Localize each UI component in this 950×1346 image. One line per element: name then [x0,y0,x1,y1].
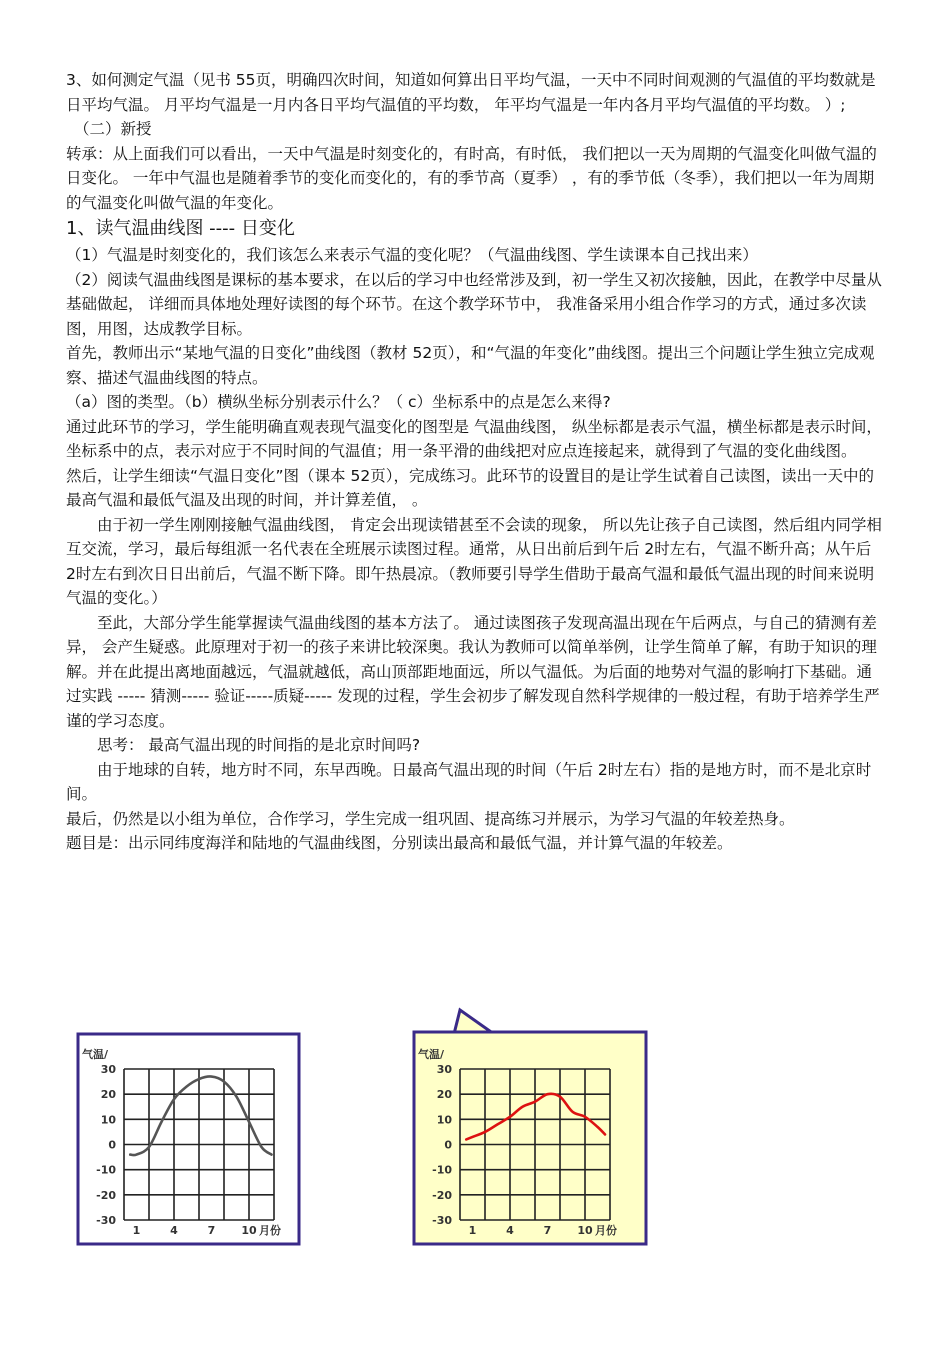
y-axis-label-1: 气温/ [82,1048,109,1061]
paragraph-first-time: 由于初一学生刚刚接触气温曲线图， 肯定会出现读错甚至不会读的现象， 所以先让孩子自己读图，然后组内同学相互交流，学习，最后每组派一名代表在全班展示读图过程。通常，从日出前后到午后 2时左右，气温不断升高；从午后 2时左右到次日日出前后，气温不断下降。即午热晨凉。（教师要引导学生借助于最高气温和最低气温出现的时间来说明气温的变化。） [66,515,882,607]
section-new-lesson: （二）新授 [74,120,152,138]
y-tick-label: 0 [108,1138,116,1152]
paragraph-point-1: （1）气温是时刻变化的，我们该怎么来表示气温的变化呢？（气温曲线图、学生读课本自己找出来） [66,246,758,264]
y-tick-label: 0 [444,1138,452,1152]
y-tick-label: -20 [96,1188,116,1202]
temperature-chart-ocean [412,1006,652,1250]
document-body [66,68,886,856]
y-tick-label: 30 [100,1063,116,1076]
paragraph-questions: （a）图的类型。（b）横纵坐标分别表示什么？（ c）坐标系中的点是怎么来得? [66,393,611,411]
paragraph-measure-temperature: 3、如何测定气温（见书 55页，明确四次时间，知道如何算出日平均气温，一天中不同时间观测的气温值的平均数就是日平均气温。 月平均气温是一月内各日平均气温值的平均数， 年平均气温是一年内各月平均气温值的平均数。 ）; [66,71,876,114]
y-tick-label: -30 [432,1214,452,1227]
paragraph-then: 然后，让学生细读“气温日变化”图（课本 52页），完成练习。此环节的设置目的是让学生试着自己读图，读出一天中的最高气温和最低气温及出现的时间，并计算差值， 。 [66,466,874,509]
heading-read-curve: 1、读气温曲线图 ---- 日变化 [66,218,295,239]
x-tick-label: 10 [241,1224,257,1237]
y-tick-label: -10 [96,1163,116,1177]
x-tick-label: 10 [577,1224,593,1237]
y-tick-label: 10 [436,1113,452,1127]
paragraph-exercise: 题目是：出示同纬度海洋和陆地的气温曲线图，分别读出最高和最低气温，并计算气温的年较差。 [66,834,733,852]
x-tick-label: 1 [132,1224,141,1237]
paragraph-first: 首先，教师出示“某地气温的日变化”曲线图（教材 52页），和“气温的年变化”曲线图。提出三个问题让学生独立完成观察、描述气温曲线图的特点。 [66,344,875,387]
temperature-chart-land [76,1032,302,1248]
y-tick-label: 20 [436,1088,452,1102]
x-tick-label: 1 [468,1224,477,1237]
paragraph-point-2: （2）阅读气温曲线图是课标的基本要求，在以后的学习中也经常涉及到，初一学生又初次接触，因此，在教学中尽量从基础做起， 详细而具体地处理好读图的每个环节。在这个教学环节中， 我准备采用小组合作学习的方式，通过多次读图，用图，达成教学目标。 [66,270,882,338]
frame-tab-2 [454,1010,494,1034]
x-tick-label: 7 [543,1224,552,1237]
x-axis-label-2: 月份 [595,1224,617,1237]
x-tick-label: 4 [170,1224,178,1237]
x-tick-label: 4 [506,1224,514,1237]
y-tick-label: 20 [100,1088,116,1102]
paragraph-rotation: 由于地球的自转，地方时不同，东早西晚。日最高气温出现的时间（午后 2时左右）指的是地方时，而不是北京时间。 [66,760,872,803]
paragraph-finally: 最后，仍然是以小组为单位，合作学习，学生完成一组巩固、提高练习并展示，为学习气温的年较差热身。 [66,809,795,828]
y-tick-label: -30 [96,1214,116,1227]
y-axis-label-2: 气温/ [418,1048,445,1061]
paragraph-transition: 转承：从上面我们可以看出，一天中气温是时刻变化的，有时高，有时低， 我们把以一天为周期的气温变化叫做气温的日变化。 一年中气温也是随着季节的变化而变化的，有的季节高（夏季） ，有的季节低（冬季），我们把以一年为周期的气温变化叫做气温的年变化。 [66,144,877,212]
paragraph-so-far: 至此，大部分学生能掌握读气温曲线图的基本方法了。 通过读图孩子发现高温出现在午后两点，与自己的猜测有差异， 会产生疑惑。此原理对于初一的孩子来讲比较深奥。我认为教师可以简单举例，让学生简单了解，有助于知识的理解。并在此提出离地面越远，气温就越低，高山顶部距地面远，所以气温低。为后面的地势对气温的影响打下基础。通过实践 ----- 猜测----- 验证-----质疑----- 发现的过程，学生会初步了解发现自然科学规律的一般过程，有助于培养学生严谨的学习态度。 [66,613,880,730]
paragraph-through-learning: 通过此环节的学习，学生能明确直观表现气温变化的图型是 气温曲线图， 纵坐标都是表示气温，横坐标都是表示时间，坐标系中的点，表示对应于不同时间的气温值；用一条平滑的曲线把对应点连接起来，就得到了气温的变化曲线图。 [66,417,882,460]
y-tick-label: 10 [100,1113,116,1127]
y-tick-label: 30 [436,1063,452,1076]
y-tick-label: -20 [432,1188,452,1202]
y-tick-label: -10 [432,1163,452,1177]
paragraph-think: 思考： 最高气温出现的时间指的是北京时间吗? [97,736,421,754]
x-axis-label-1: 月份 [259,1224,281,1237]
x-tick-label: 7 [207,1224,216,1237]
